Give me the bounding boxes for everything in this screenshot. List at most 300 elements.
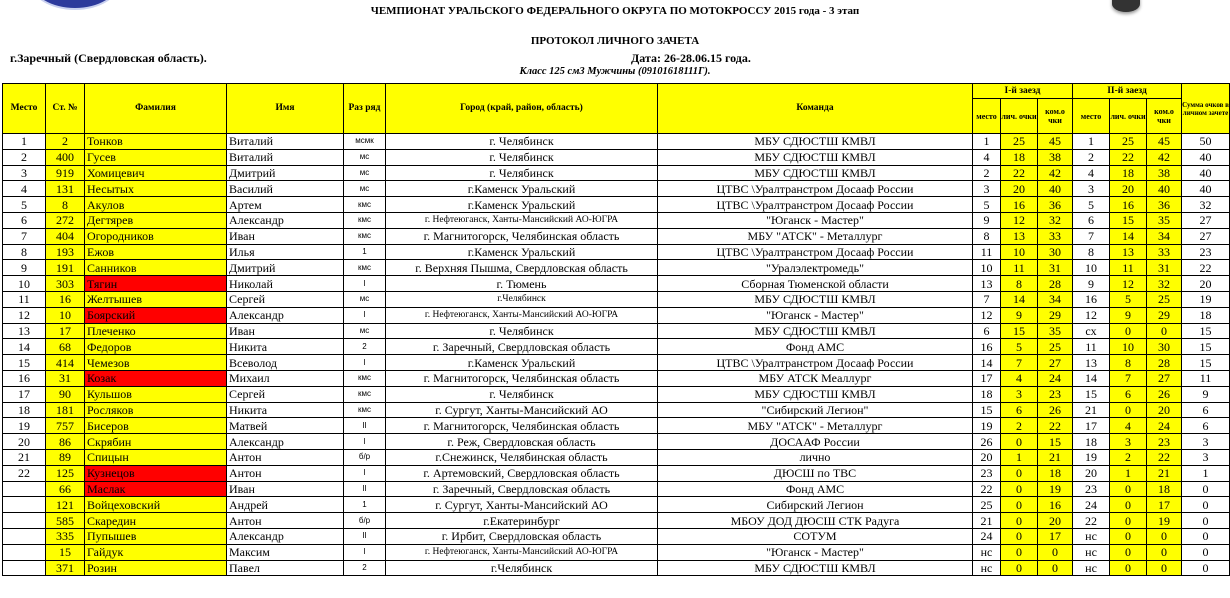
- cell-r1l: 15: [1001, 323, 1038, 339]
- cell-total: 15: [1182, 339, 1230, 355]
- cell-r1k: 42: [1038, 165, 1073, 181]
- cell-r1l: 12: [1001, 212, 1038, 228]
- cell-team: МБУ СДЮСТШ КМВЛ: [658, 149, 973, 165]
- cell-total: 1: [1182, 465, 1230, 481]
- cell-r1l: 0: [1001, 513, 1038, 529]
- table-row: [3, 434, 1230, 450]
- cell-place: 15: [3, 355, 46, 371]
- cell-r2l: 12: [1110, 276, 1147, 292]
- cell-rank: 1: [344, 244, 386, 260]
- col-name: Имя: [227, 84, 344, 134]
- cell-total: 0: [1182, 560, 1230, 576]
- cell-r1k: 32: [1038, 212, 1073, 228]
- cell-r2l: 0: [1110, 544, 1147, 560]
- cell-r2p: 10: [1073, 260, 1110, 276]
- cell-r2l: 10: [1110, 339, 1147, 355]
- cell-r2k: 21: [1147, 465, 1182, 481]
- cell-r1l: 3: [1001, 386, 1038, 402]
- cell-r1l: 0: [1001, 481, 1038, 497]
- col-start-no: Ст. №: [46, 84, 85, 134]
- cell-total: 20: [1182, 276, 1230, 292]
- cell-team: МБУ СДЮСТШ КМВЛ: [658, 291, 973, 307]
- cell-r1l: 22: [1001, 165, 1038, 181]
- cell-total: 40: [1182, 181, 1230, 197]
- cell-rank: 2: [344, 560, 386, 576]
- cell-team: МБУ СДЮСТШ КМВЛ: [658, 560, 973, 576]
- championship-title: ЧЕМПИОНАТ УРАЛЬСКОГО ФЕДЕРАЛЬНОГО ОКРУГА ПО МОТОКРОССУ 2015 года - 3 этап: [370, 5, 860, 17]
- table-row: [3, 481, 1230, 497]
- cell-r1l: 7: [1001, 355, 1038, 371]
- cell-team: лично: [658, 449, 973, 465]
- col-surname: Фамилия: [85, 84, 227, 134]
- cell-r2p: 1: [1073, 134, 1110, 150]
- cell-surname: Росляков: [85, 402, 227, 418]
- table-row: [3, 244, 1230, 260]
- cell-place: 3: [3, 165, 46, 181]
- cell-place: [3, 481, 46, 497]
- cell-place: 16: [3, 370, 46, 386]
- cell-team: "Юганск - Мастер": [658, 212, 973, 228]
- cell-r1k: 36: [1038, 197, 1073, 213]
- cell-city: г. Нефтеюганск, Ханты-Мансийский АО-ЮГРА: [386, 307, 658, 323]
- cell-no: 66: [46, 481, 85, 497]
- cell-rank: мс: [344, 165, 386, 181]
- cell-city: г. Челябинск: [386, 165, 658, 181]
- cell-r2l: 0: [1110, 402, 1147, 418]
- cell-rank: кмс: [344, 197, 386, 213]
- cell-total: 3: [1182, 449, 1230, 465]
- cell-no: 193: [46, 244, 85, 260]
- cell-r2k: 19: [1147, 513, 1182, 529]
- cell-city: г. Магнитогорск, Челябинская область: [386, 370, 658, 386]
- cell-r1p: 15: [973, 402, 1001, 418]
- cell-r2k: 0: [1147, 323, 1182, 339]
- cell-r2p: 19: [1073, 449, 1110, 465]
- cell-r2k: 38: [1147, 165, 1182, 181]
- cell-r2l: 25: [1110, 134, 1147, 150]
- cell-city: г. Сургут, Ханты-Мансийский АО: [386, 497, 658, 513]
- cell-city: г. Челябинск: [386, 386, 658, 402]
- cell-r1k: 29: [1038, 307, 1073, 323]
- cell-total: 11: [1182, 370, 1230, 386]
- cell-rank: II: [344, 418, 386, 434]
- cell-total: 27: [1182, 228, 1230, 244]
- cell-place: 11: [3, 291, 46, 307]
- cell-rank: I: [344, 307, 386, 323]
- cell-r2k: 32: [1147, 276, 1182, 292]
- cell-surname: Акулов: [85, 197, 227, 213]
- cell-name: Матвей: [227, 418, 344, 434]
- cell-r1p: 14: [973, 355, 1001, 371]
- cell-r1l: 0: [1001, 560, 1038, 576]
- cell-r2k: 22: [1147, 449, 1182, 465]
- cell-r2l: 18: [1110, 165, 1147, 181]
- cell-r2k: 24: [1147, 418, 1182, 434]
- cell-surname: Огородников: [85, 228, 227, 244]
- cell-r2l: 16: [1110, 197, 1147, 213]
- cell-r2l: 0: [1110, 481, 1147, 497]
- cell-r2p: 17: [1073, 418, 1110, 434]
- cell-rank: мсмк: [344, 134, 386, 150]
- table-row: [3, 212, 1230, 228]
- cell-name: Дмитрий: [227, 165, 344, 181]
- cell-city: г.Челябинск: [386, 291, 658, 307]
- cell-team: МБУ СДЮСТШ КМВЛ: [658, 323, 973, 339]
- cell-r1p: 19: [973, 418, 1001, 434]
- cell-no: 2: [46, 134, 85, 150]
- cell-rank: I: [344, 544, 386, 560]
- cell-r2l: 0: [1110, 528, 1147, 544]
- cell-r2p: 7: [1073, 228, 1110, 244]
- col-city: Город (край, район, область): [386, 84, 658, 134]
- cell-surname: Кульшов: [85, 386, 227, 402]
- cell-r2k: 33: [1147, 244, 1182, 260]
- cell-place: 10: [3, 276, 46, 292]
- col-race2-place: место: [1073, 99, 1110, 134]
- cell-name: Василий: [227, 181, 344, 197]
- cell-surname: Тягин: [85, 276, 227, 292]
- cell-r2l: 7: [1110, 370, 1147, 386]
- cell-r2l: 3: [1110, 434, 1147, 450]
- cell-name: Максим: [227, 544, 344, 560]
- cell-no: 757: [46, 418, 85, 434]
- cell-rank: 2: [344, 339, 386, 355]
- cell-total: 0: [1182, 497, 1230, 513]
- cell-no: 919: [46, 165, 85, 181]
- cell-r2p: 24: [1073, 497, 1110, 513]
- cell-r1k: 24: [1038, 370, 1073, 386]
- cell-rank: б/р: [344, 449, 386, 465]
- cell-name: Иван: [227, 228, 344, 244]
- cell-name: Павел: [227, 560, 344, 576]
- event-class: Класс 125 см3 Мужчины (09101618111Г).: [519, 66, 711, 77]
- table-row: [3, 465, 1230, 481]
- cell-city: г. Ирбит, Свердловская область: [386, 528, 658, 544]
- cell-rank: кмс: [344, 212, 386, 228]
- table-row: [3, 134, 1230, 150]
- col-race2: II-й заезд: [1073, 84, 1182, 99]
- cell-r1k: 38: [1038, 149, 1073, 165]
- cell-surname: Розин: [85, 560, 227, 576]
- cell-total: 0: [1182, 528, 1230, 544]
- cell-place: 1: [3, 134, 46, 150]
- cell-team: ЦТВС \Уралтранстром Досааф России: [658, 355, 973, 371]
- cell-surname: Дегтярев: [85, 212, 227, 228]
- cell-rank: кмс: [344, 370, 386, 386]
- cell-no: 31: [46, 370, 85, 386]
- cell-place: 18: [3, 402, 46, 418]
- cell-team: "Юганск - Мастер": [658, 307, 973, 323]
- cell-r1p: 18: [973, 386, 1001, 402]
- cell-r2k: 18: [1147, 481, 1182, 497]
- cell-surname: Козак: [85, 370, 227, 386]
- cell-r1l: 0: [1001, 497, 1038, 513]
- cell-surname: Ежов: [85, 244, 227, 260]
- table-row: [3, 276, 1230, 292]
- cell-r2p: 16: [1073, 291, 1110, 307]
- cell-r1k: 25: [1038, 339, 1073, 355]
- cell-r2p: 21: [1073, 402, 1110, 418]
- cell-total: 23: [1182, 244, 1230, 260]
- cell-r2l: 0: [1110, 560, 1147, 576]
- table-row: [3, 307, 1230, 323]
- cell-r2l: 1: [1110, 465, 1147, 481]
- cell-city: г. Сургут, Ханты-Мансийский АО: [386, 402, 658, 418]
- cell-r2k: 23: [1147, 434, 1182, 450]
- cell-rank: 1: [344, 497, 386, 513]
- cell-r1l: 25: [1001, 134, 1038, 150]
- cell-name: Сергей: [227, 386, 344, 402]
- cell-rank: II: [344, 528, 386, 544]
- cell-name: Никита: [227, 339, 344, 355]
- cell-team: Фонд АМС: [658, 481, 973, 497]
- cell-name: Александр: [227, 528, 344, 544]
- event-date: Дата: 26-28.06.15 года.: [631, 51, 751, 65]
- cell-r2p: 9: [1073, 276, 1110, 292]
- cell-r1p: 7: [973, 291, 1001, 307]
- cell-r1p: 22: [973, 481, 1001, 497]
- cell-r1k: 18: [1038, 465, 1073, 481]
- cell-r1k: 34: [1038, 291, 1073, 307]
- table-row: [3, 386, 1230, 402]
- cell-city: г. Нефтеюганск, Ханты-Мансийский АО-ЮГРА: [386, 212, 658, 228]
- cell-no: 131: [46, 181, 85, 197]
- cell-surname: Маслак: [85, 481, 227, 497]
- cell-surname: Скаредин: [85, 513, 227, 529]
- cell-team: МБОУ ДОД ДЮСШ СТК Радуга: [658, 513, 973, 529]
- cell-total: 32: [1182, 197, 1230, 213]
- cell-team: "Юганск - Мастер": [658, 544, 973, 560]
- cell-total: 40: [1182, 165, 1230, 181]
- cell-city: г. Магнитогорск, Челябинская область: [386, 418, 658, 434]
- cell-r2l: 8: [1110, 355, 1147, 371]
- cell-surname: Скрябин: [85, 434, 227, 450]
- col-total: Сумма очков в личном зачете: [1182, 84, 1230, 134]
- cell-r1l: 4: [1001, 370, 1038, 386]
- cell-r1p: 11: [973, 244, 1001, 260]
- cell-name: Михаил: [227, 370, 344, 386]
- cell-r1p: 16: [973, 339, 1001, 355]
- cell-city: г. Артемовский, Свердловская область: [386, 465, 658, 481]
- cell-r1l: 11: [1001, 260, 1038, 276]
- cell-total: 50: [1182, 134, 1230, 150]
- cell-r1l: 13: [1001, 228, 1038, 244]
- cell-name: Александр: [227, 434, 344, 450]
- table-row: [3, 528, 1230, 544]
- cell-r2p: нс: [1073, 544, 1110, 560]
- cell-r1p: 5: [973, 197, 1001, 213]
- cell-team: СОТУМ: [658, 528, 973, 544]
- cell-no: 15: [46, 544, 85, 560]
- cell-r1p: 20: [973, 449, 1001, 465]
- cell-r1k: 26: [1038, 402, 1073, 418]
- cell-total: 18: [1182, 307, 1230, 323]
- table-row: [3, 165, 1230, 181]
- cell-r1p: 13: [973, 276, 1001, 292]
- cell-r2l: 4: [1110, 418, 1147, 434]
- col-race2-personal: лич. очки: [1110, 99, 1147, 134]
- cell-r2k: 40: [1147, 181, 1182, 197]
- table-row: [3, 260, 1230, 276]
- cell-team: МБУ "АТСК" - Металлург: [658, 228, 973, 244]
- cell-r2k: 17: [1147, 497, 1182, 513]
- cell-r2p: 22: [1073, 513, 1110, 529]
- cell-name: Всеволод: [227, 355, 344, 371]
- cell-name: Сергей: [227, 291, 344, 307]
- cell-total: 27: [1182, 212, 1230, 228]
- cell-team: ЦТВС \Уралтранстром Досааф России: [658, 197, 973, 213]
- col-race1-place: место: [973, 99, 1001, 134]
- col-race1-team: ком.о чки: [1038, 99, 1073, 134]
- cell-r1p: 10: [973, 260, 1001, 276]
- cell-rank: кмс: [344, 402, 386, 418]
- cell-city: г.Каменск Уральский: [386, 355, 658, 371]
- cell-city: г.Челябинск: [386, 560, 658, 576]
- cell-r1k: 31: [1038, 260, 1073, 276]
- cell-name: Антон: [227, 513, 344, 529]
- cell-r1p: 21: [973, 513, 1001, 529]
- cell-r1l: 9: [1001, 307, 1038, 323]
- cell-name: Виталий: [227, 134, 344, 150]
- event-location: г.Заречный (Свердловская область).: [10, 51, 207, 65]
- col-place: Место: [3, 84, 46, 134]
- cell-city: г. Магнитогорск, Челябинская область: [386, 228, 658, 244]
- cell-city: г. Тюмень: [386, 276, 658, 292]
- cell-r2k: 0: [1147, 528, 1182, 544]
- cell-place: [3, 497, 46, 513]
- cell-surname: Хомицевич: [85, 165, 227, 181]
- cell-r2p: 2: [1073, 149, 1110, 165]
- table-row: [3, 197, 1230, 213]
- col-rank: Раз ряд: [344, 84, 386, 134]
- cell-surname: Тонков: [85, 134, 227, 150]
- table-row: [3, 181, 1230, 197]
- cell-name: Антон: [227, 465, 344, 481]
- cell-r1k: 20: [1038, 513, 1073, 529]
- table-row: [3, 339, 1230, 355]
- cell-place: 20: [3, 434, 46, 450]
- cell-surname: Желтышев: [85, 291, 227, 307]
- cell-city: г. Заречный, Свердловская область: [386, 339, 658, 355]
- cell-total: 9: [1182, 386, 1230, 402]
- cell-r1l: 0: [1001, 544, 1038, 560]
- cell-place: 19: [3, 418, 46, 434]
- cell-r2l: 22: [1110, 149, 1147, 165]
- cell-team: ЦТВС \Уралтранстром Досааф России: [658, 244, 973, 260]
- cell-surname: Пупышев: [85, 528, 227, 544]
- cell-place: [3, 544, 46, 560]
- cell-rank: I: [344, 276, 386, 292]
- table-row: [3, 418, 1230, 434]
- cell-rank: I: [344, 355, 386, 371]
- cell-r1p: 4: [973, 149, 1001, 165]
- cell-city: г. Заречный, Свердловская область: [386, 481, 658, 497]
- table-row: [3, 291, 1230, 307]
- cell-r1p: 23: [973, 465, 1001, 481]
- cell-name: Александр: [227, 212, 344, 228]
- cell-no: 8: [46, 197, 85, 213]
- cell-no: 303: [46, 276, 85, 292]
- cell-r2l: 20: [1110, 181, 1147, 197]
- cell-city: г.Каменск Уральский: [386, 181, 658, 197]
- cell-r2l: 6: [1110, 386, 1147, 402]
- cell-r2k: 27: [1147, 370, 1182, 386]
- table-row: [3, 497, 1230, 513]
- cell-place: 4: [3, 181, 46, 197]
- cell-place: 22: [3, 465, 46, 481]
- cell-total: 15: [1182, 323, 1230, 339]
- cell-r2k: 0: [1147, 544, 1182, 560]
- cell-r1k: 30: [1038, 244, 1073, 260]
- cell-place: 21: [3, 449, 46, 465]
- cell-r2l: 2: [1110, 449, 1147, 465]
- cell-place: 13: [3, 323, 46, 339]
- cell-r1k: 22: [1038, 418, 1073, 434]
- cell-r2p: 20: [1073, 465, 1110, 481]
- cell-r1l: 14: [1001, 291, 1038, 307]
- cell-name: Виталий: [227, 149, 344, 165]
- cell-name: Никита: [227, 402, 344, 418]
- cell-surname: Войцеховский: [85, 497, 227, 513]
- cell-r1k: 23: [1038, 386, 1073, 402]
- table-row: [3, 544, 1230, 560]
- cell-r1p: 24: [973, 528, 1001, 544]
- cell-rank: II: [344, 481, 386, 497]
- cell-r1p: 1: [973, 134, 1001, 150]
- cell-r1l: 10: [1001, 244, 1038, 260]
- cell-rank: кмс: [344, 260, 386, 276]
- cell-r2k: 36: [1147, 197, 1182, 213]
- cell-r1l: 0: [1001, 465, 1038, 481]
- cell-r1l: 6: [1001, 402, 1038, 418]
- cell-r1k: 0: [1038, 560, 1073, 576]
- table-row: [3, 449, 1230, 465]
- cell-rank: мс: [344, 323, 386, 339]
- cell-surname: Спицын: [85, 449, 227, 465]
- col-team: Команда: [658, 84, 973, 134]
- cell-r1k: 19: [1038, 481, 1073, 497]
- cell-total: 40: [1182, 149, 1230, 165]
- cell-r2l: 13: [1110, 244, 1147, 260]
- cell-total: 0: [1182, 513, 1230, 529]
- cell-city: г. Верхняя Пышма, Свердловская область: [386, 260, 658, 276]
- cell-no: 335: [46, 528, 85, 544]
- cell-r1p: 12: [973, 307, 1001, 323]
- cell-r2p: 13: [1073, 355, 1110, 371]
- col-race2-team: ком.о чки: [1147, 99, 1182, 134]
- cell-place: [3, 560, 46, 576]
- cell-no: 404: [46, 228, 85, 244]
- cell-r1l: 0: [1001, 434, 1038, 450]
- cell-r1l: 16: [1001, 197, 1038, 213]
- cell-place: 9: [3, 260, 46, 276]
- cell-place: 17: [3, 386, 46, 402]
- cell-total: 6: [1182, 402, 1230, 418]
- cell-team: МБУ АТСК Меаллург: [658, 370, 973, 386]
- cell-r2l: 0: [1110, 497, 1147, 513]
- cell-r2l: 15: [1110, 212, 1147, 228]
- cell-r1p: 3: [973, 181, 1001, 197]
- cell-place: 7: [3, 228, 46, 244]
- cell-r2k: 31: [1147, 260, 1182, 276]
- cell-r2k: 29: [1147, 307, 1182, 323]
- cell-r2p: 8: [1073, 244, 1110, 260]
- cell-r1k: 27: [1038, 355, 1073, 371]
- cell-total: 15: [1182, 355, 1230, 371]
- cell-no: 414: [46, 355, 85, 371]
- cell-r1l: 18: [1001, 149, 1038, 165]
- cell-place: 6: [3, 212, 46, 228]
